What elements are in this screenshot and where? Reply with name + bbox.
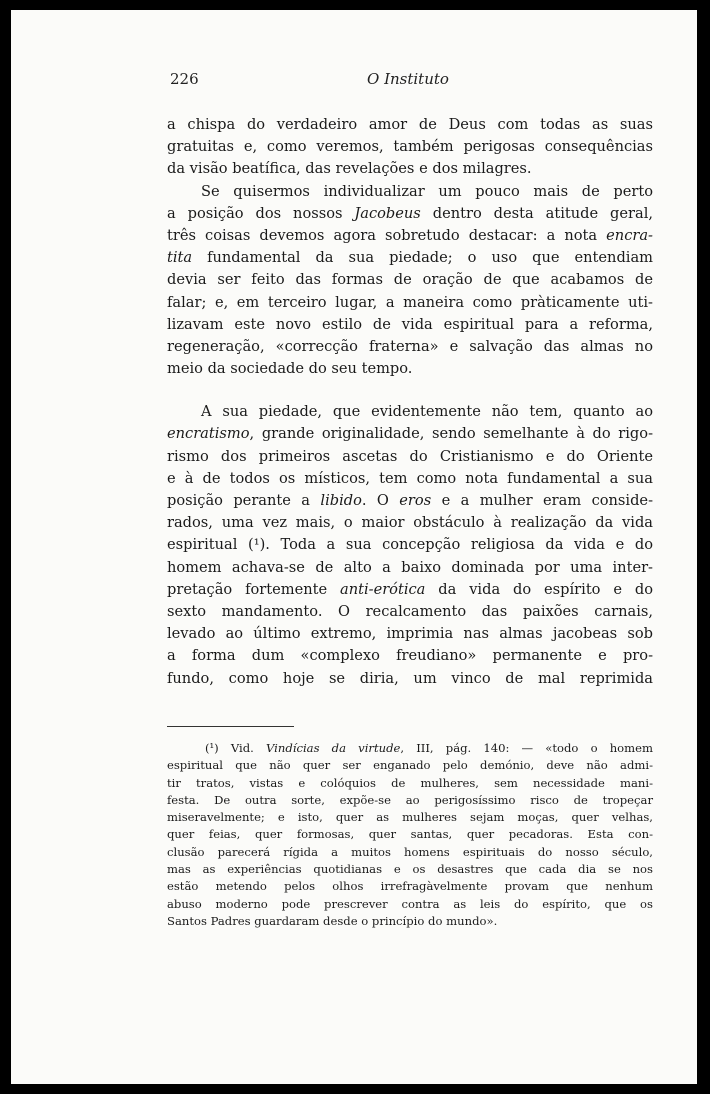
text-line: espiritual (¹). Toda a sua concepção religiosa da vida e do — [167, 536, 653, 554]
footnote-line: espiritual que não quer ser enganado pelo demónio, deve não admi- — [167, 758, 653, 773]
page-header — [167, 70, 653, 90]
main-text — [167, 114, 653, 690]
text-line: sexto mandamento. O recalcamento das paixões carnais, — [167, 602, 653, 620]
text-line: a chispa do verdadeiro amor de Deus com todas as suas — [167, 116, 653, 133]
text-line: rismo dos primeiros ascetas do Cristianismo e do Oriente — [167, 447, 653, 465]
footnote — [167, 740, 653, 930]
footnote-line: festa. De outra sorte, expõe-se ao perigosíssimo risco de tropeçar — [167, 792, 653, 807]
footnote-line: clusão parecerá rígida a muitos homens espirituais do nosso século, — [167, 844, 653, 859]
page-number: 226 — [170, 70, 199, 88]
footnote-line: estão metendo pelos olhos irrefragàvelmente provam que nenhum — [167, 879, 653, 894]
text-line: devia ser feito das formas de oração de que acabamos de — [167, 271, 653, 289]
footnote-line: Santos Padres guardaram desde o princípio do mundo». — [167, 913, 498, 928]
text-line: gratuitas e, como veremos, também perigosas consequências — [167, 138, 653, 156]
footnote-line: mas as experiências quotidianas e os desastres que cada dia se nos — [167, 862, 653, 877]
book-page — [11, 10, 697, 1084]
footnote-line: tir tratos, vistas e colóquios de mulheres, sem necessidade mani- — [167, 775, 653, 790]
footnote-line: (¹) Vid. Vindícias da virtude, III, pág. 140: — «todo o homem — [205, 741, 653, 755]
text-line: rados, uma vez mais, o maior obstáculo à realização da vida — [167, 514, 653, 532]
text-line: regeneração, «correcção fraterna» e salvação das almas no — [167, 337, 653, 355]
text-line: a posição dos nossos Jacobeus dentro desta atitude geral, — [167, 204, 653, 222]
text-line: homem achava-se de alto a baixo dominada por uma inter- — [167, 558, 653, 576]
running-title: O Instituto — [367, 70, 449, 88]
text-line: A sua piedade, que evidentemente não tem, quanto ao — [201, 403, 653, 421]
text-line: posição perante a libido. O eros e a mulher eram conside- — [167, 492, 654, 509]
text-line: encratismo, grande originalidade, sendo semelhante à do rigo- — [167, 425, 653, 443]
text-line: fundo, como hoje se diria, um vinco de mal reprimida — [167, 669, 653, 687]
footnote-line: miseravelmente; e isto, quer as mulheres sejam moças, quer velhas, — [167, 810, 653, 825]
footnote-divider — [167, 726, 294, 727]
text-line: Se quisermos individualizar um pouco mais de perto — [201, 182, 653, 200]
text-line: da visão beatífica, das revelações e dos milagres. — [167, 160, 532, 178]
text-line: levado ao último extremo, imprimia nas almas jacobeas sob — [167, 625, 653, 643]
footnote-line: quer feias, quer formosas, quer santas, quer pecadoras. Esta con- — [167, 827, 653, 842]
text-line: lizavam este novo estilo de vida espiritual para a reforma, — [167, 315, 653, 333]
text-line: a forma dum «complexo freudiano» permanente e pro- — [167, 647, 653, 665]
text-line: tita fundamental da sua piedade; o uso que entendiam — [167, 249, 653, 267]
text-line: e à de todos os místicos, tem como nota fundamental a sua — [167, 469, 653, 487]
text-line: pretação fortemente anti-erótica da vida do espírito e do — [167, 580, 654, 598]
footnote-line: abuso moderno pode prescrever contra as leis do espírito, que os — [167, 896, 653, 911]
text-line: três coisas devemos agora sobretudo destacar: a nota encra- — [167, 226, 653, 244]
text-line: meio da sociedade do seu tempo. — [167, 360, 413, 378]
text-line: falar; e, em terceiro lugar, a maneira como pràticamente uti- — [167, 293, 653, 311]
